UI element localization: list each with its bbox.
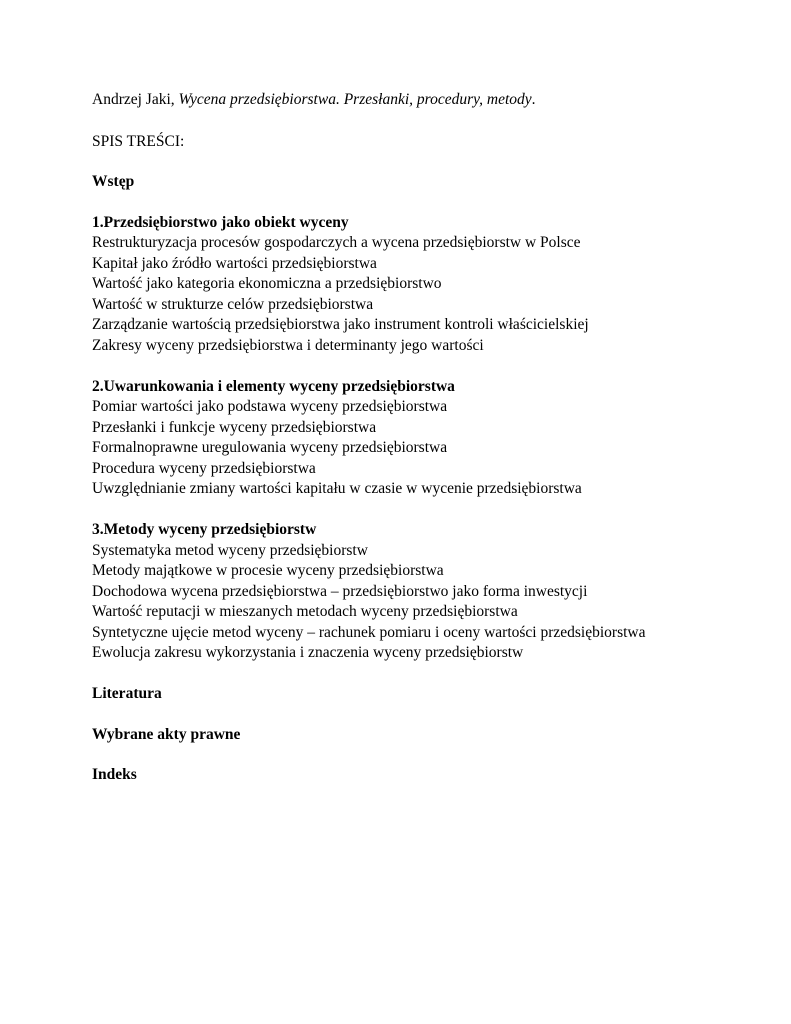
toc-item: Restrukturyzacja procesów gospodarczych a wycena przedsiębiorstw w Polsce [92, 234, 581, 251]
toc-section-2 [92, 377, 752, 500]
toc-intro: Wstęp [92, 173, 135, 190]
toc-literature: Literatura [92, 685, 162, 702]
toc-legal-acts: Wybrane akty prawne [92, 725, 241, 743]
book-title: Wycena przedsiębiorstwa. Przesłanki, procedury, metody [178, 91, 532, 108]
toc-item: Wartość reputacji w mieszanych metodach wyceny przedsiębiorstwa [92, 603, 518, 620]
toc-item: Dochodowa wycena przedsiębiorstwa – przedsiębiorstwo jako forma inwestycji [92, 582, 588, 600]
section-heading: 3.Metody wyceny przedsiębiorstw [92, 521, 317, 538]
toc-item: Przesłanki i funkcje wyceny przedsiębiorstwa [92, 418, 377, 436]
document-header [92, 90, 752, 111]
toc-item: Syntetyczne ujęcie metod wyceny – rachunek pomiaru i oceny wartości przedsiębiorstwa [92, 623, 646, 641]
section-heading: 2.Uwarunkowania i elementy wyceny przedsiębiorstwa [92, 377, 455, 395]
toc-item: Ewolucja zakresu wykorzystania i znaczenia wyceny przedsiębiorstw [92, 644, 524, 661]
toc-section-3 [92, 520, 752, 664]
toc-item: Zakresy wyceny przedsiębiorstwa i determinanty jego wartości [92, 336, 484, 354]
toc-section-1 [92, 213, 752, 357]
toc-item: Uwzględnianie zmiany wartości kapitału w czasie w wycenie przedsiębiorstwa [92, 480, 582, 497]
toc-item: Wartość jako kategoria ekonomiczna a przedsiębiorstwo [92, 275, 442, 292]
toc-item: Wartość w strukturze celów przedsiębiorstwa [92, 295, 374, 313]
author-name: Andrzej Jaki, [92, 91, 179, 108]
document-page [92, 90, 752, 786]
toc-index: Indeks [92, 766, 137, 783]
toc-item: Pomiar wartości jako podstawa wyceny przedsiębiorstwa [92, 398, 448, 415]
section-heading: 1.Przedsiębiorstwo jako obiekt wyceny [92, 213, 349, 231]
toc-item: Metody majątkowe w procesie wyceny przedsiębiorstwa [92, 562, 444, 579]
toc-item: Procedura wyceny przedsiębiorstwa [92, 459, 316, 477]
toc-label: SPIS TREŚCI: [92, 132, 185, 150]
toc-item: Zarządzanie wartością przedsiębiorstwa jako instrument kontroli właścicielskiej [92, 316, 589, 333]
book-title-period: . [531, 91, 536, 108]
toc-item: Formalnoprawne uregulowania wyceny przedsiębiorstwa [92, 439, 448, 456]
toc-item: Kapitał jako źródło wartości przedsiębiorstwa [92, 254, 377, 272]
toc-item: Systematyka metod wyceny przedsiębiorstw [92, 541, 368, 559]
